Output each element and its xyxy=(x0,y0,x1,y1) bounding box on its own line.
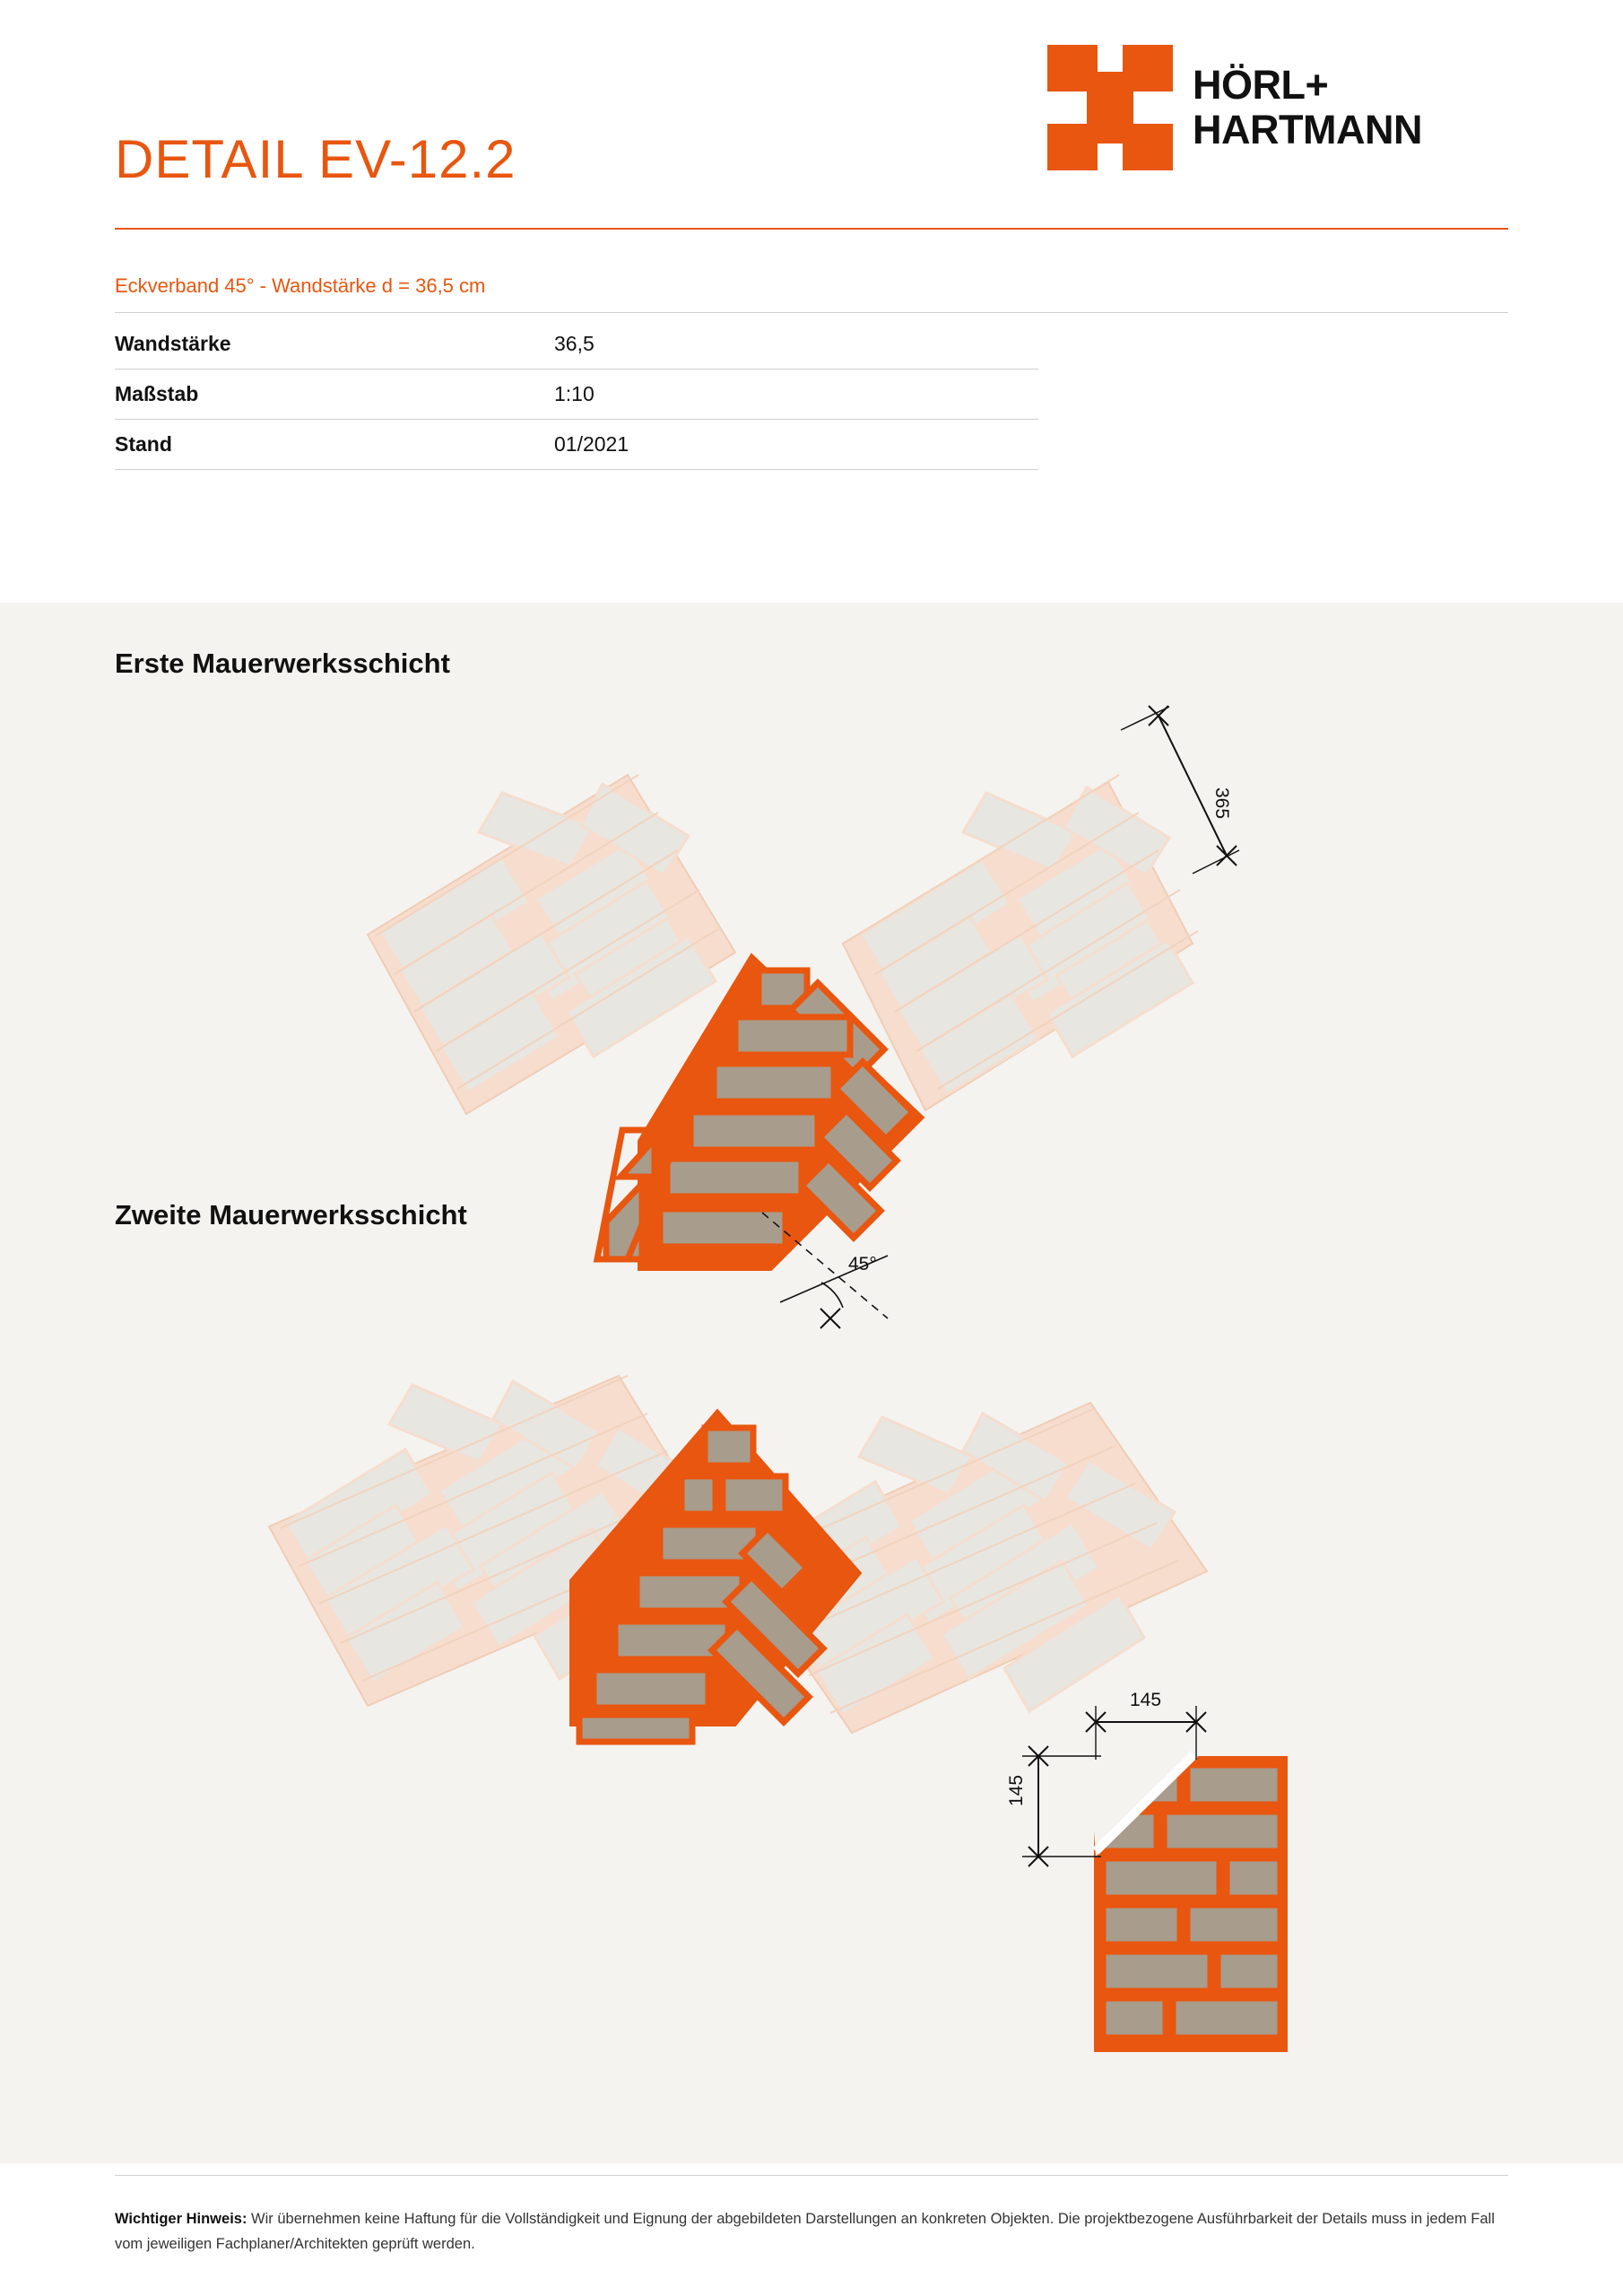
spec-label: Maßstab xyxy=(115,382,199,405)
specification-table xyxy=(115,319,1038,470)
second-layer-title: Zweite Mauerwerksschicht xyxy=(115,1199,467,1231)
disclaimer xyxy=(115,2206,1514,2257)
dimension-145-width xyxy=(1086,1690,1206,1760)
first-layer-diagram xyxy=(0,674,1623,1274)
logo-wordmark-line1: HÖRL+ xyxy=(1193,62,1329,108)
logo-wordmark-line2: HARTMANN xyxy=(1193,107,1422,152)
left-wall-ghost xyxy=(368,775,735,1114)
corner-detail-diagram xyxy=(995,1679,1497,2145)
spec-label: Stand xyxy=(115,432,172,456)
dimension-145-height xyxy=(1006,1746,1101,1866)
disclaimer-label: Wichtiger Hinweis: xyxy=(115,2211,247,2227)
dimension-145-width-label: 145 xyxy=(1130,1690,1162,1710)
dimension-145-height-label: 145 xyxy=(1006,1774,1027,1806)
spec-value: 01/2021 xyxy=(554,432,629,456)
page-title: DETAIL EV-12.2 xyxy=(115,129,516,189)
right-wall-ghost xyxy=(843,775,1198,1110)
company-logo xyxy=(1047,45,1422,170)
table-row xyxy=(115,319,1038,370)
drawing-area xyxy=(0,603,1623,2163)
dimension-45-degree-label: 45° xyxy=(848,1254,877,1274)
footer-divider xyxy=(115,2175,1508,2176)
page-header xyxy=(0,0,1623,603)
subtitle-divider xyxy=(115,312,1508,313)
dimension-365-label: 365 xyxy=(1211,787,1232,820)
hoerl-hartmann-logo-icon xyxy=(1047,45,1173,170)
spec-value: 1:10 xyxy=(554,382,595,405)
table-row xyxy=(115,420,1038,470)
page-subtitle: Eckverband 45° - Wandstärke d = 36,5 cm xyxy=(115,274,486,297)
title-divider xyxy=(115,228,1508,230)
logo-wordmark xyxy=(1193,63,1422,152)
table-row xyxy=(115,370,1038,420)
spec-label: Wandstärke xyxy=(115,332,231,355)
disclaimer-text: Wir übernehmen keine Haftung für die Vollständigkeit und Eignung der abgebildeten Darstellungen an konkreten Objekten. Die projektbezogene Ausführbarkeit der Details muss in jedem Fall vom jeweiligen Fachplaner/Architekten geprüft werden. xyxy=(115,2211,1495,2252)
detail-brick-stack xyxy=(1089,1754,1288,2052)
first-layer-title: Erste Mauerwerksschicht xyxy=(115,648,450,679)
spec-value: 36,5 xyxy=(554,332,595,355)
